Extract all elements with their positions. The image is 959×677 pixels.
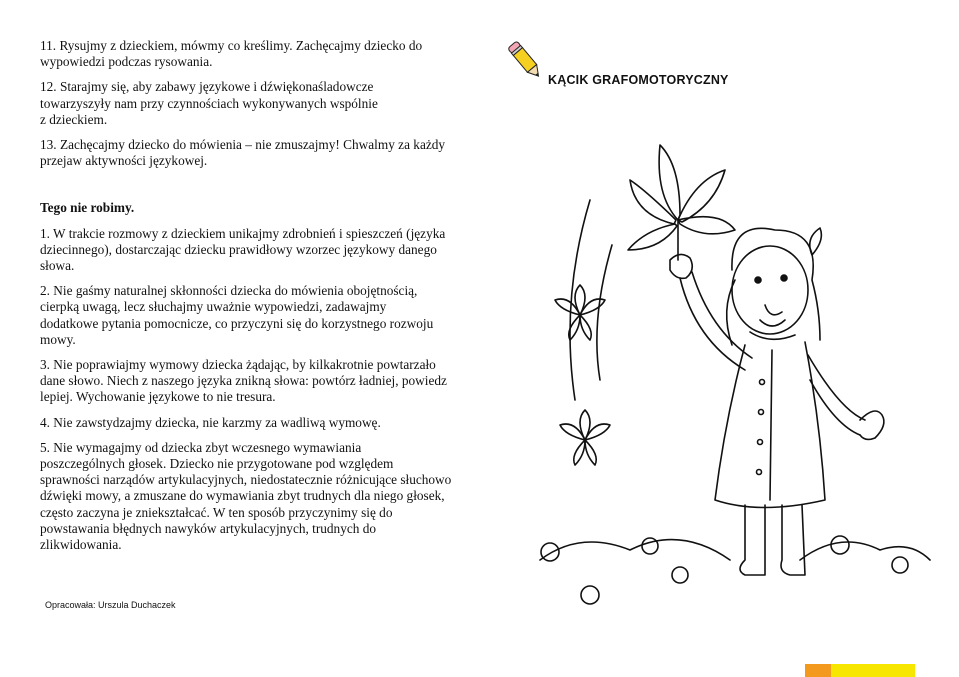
dont-4: 4. Nie zawstydzajmy dziecka, nie karzmy za wadliwą wymowę. [40, 414, 381, 430]
footer-tab [805, 664, 831, 677]
corner-title: KĄCIK GRAFOMOTORYCZNY [548, 73, 729, 87]
dont-2: 2. Nie gaśmy naturalnej skłonności dziecka do mówienia obojętnością, cierpką uwagą, lecz słuchajmy uważnie wypowiedzi, zadawajmy dodatkowe pytania pomocnicze, co przyczyni się do korzystnego rozwoju mowy. [40, 283, 434, 347]
tip-13: 13. Zachęcajmy dziecko do mówienia – nie zmuszajmy! Chwalmy za każdy przejaw aktywności językowej. [40, 137, 446, 169]
author-credit: Opracowała: Urszula Duchaczek [45, 600, 176, 610]
girl-illustration [520, 120, 940, 620]
dont-5: 5. Nie wymagajmy od dziecka zbyt wczesnego wymawiania poszczególnych głosek. Dziecko nie przygotowane pod względem sprawności narządów artykulacyjnych, niedostatecznie różnicujące słuchowo dźwięki mowy, a zmuszane do wymawiania zbyt trudnych dla niego głosek, często zaczyna je zniekształcać. W ten sposób przyczynimy się do powstawania błędnych nawyków artykulacyjnych, trudnych do zlikwidowania. [40, 439, 452, 553]
chestnuts [541, 536, 908, 604]
falling-leaf-2 [560, 410, 610, 465]
section-heading: Tego nie robimy. [40, 200, 135, 216]
dont-1: 1. W trakcie rozmowy z dzieckiem unikajmy zdrobnień i spieszczeń (języka dziecinnego), dostarczając dziecku prawidłowy wzorzec językowy danego słowa. [40, 225, 446, 274]
dont-3: 3. Nie poprawiajmy wymowy dziecka żądając, by kilkakrotnie powtarzało dane słowo. Niech z naszego języka znikną słowa: powtórz ładniej, powiedz lepiej. Wychowanie językowe to nie tresura. [40, 357, 447, 405]
section-gap [40, 178, 480, 200]
left-column [40, 38, 480, 562]
held-leaf [628, 145, 735, 260]
pencil-icon [505, 38, 545, 82]
tip-11: 11. Rysujmy z dzieckiem, mówmy co kreślimy. Zachęcajmy dziecko do wypowiedzi podczas rysowania. [40, 38, 423, 70]
tip-12: 12. Starajmy się, aby zabawy językowe i dźwiękonaśladowcze towarzyszyły nam przy czynnościach wykonywanych wspólnie z dzieckiem. [40, 79, 378, 127]
